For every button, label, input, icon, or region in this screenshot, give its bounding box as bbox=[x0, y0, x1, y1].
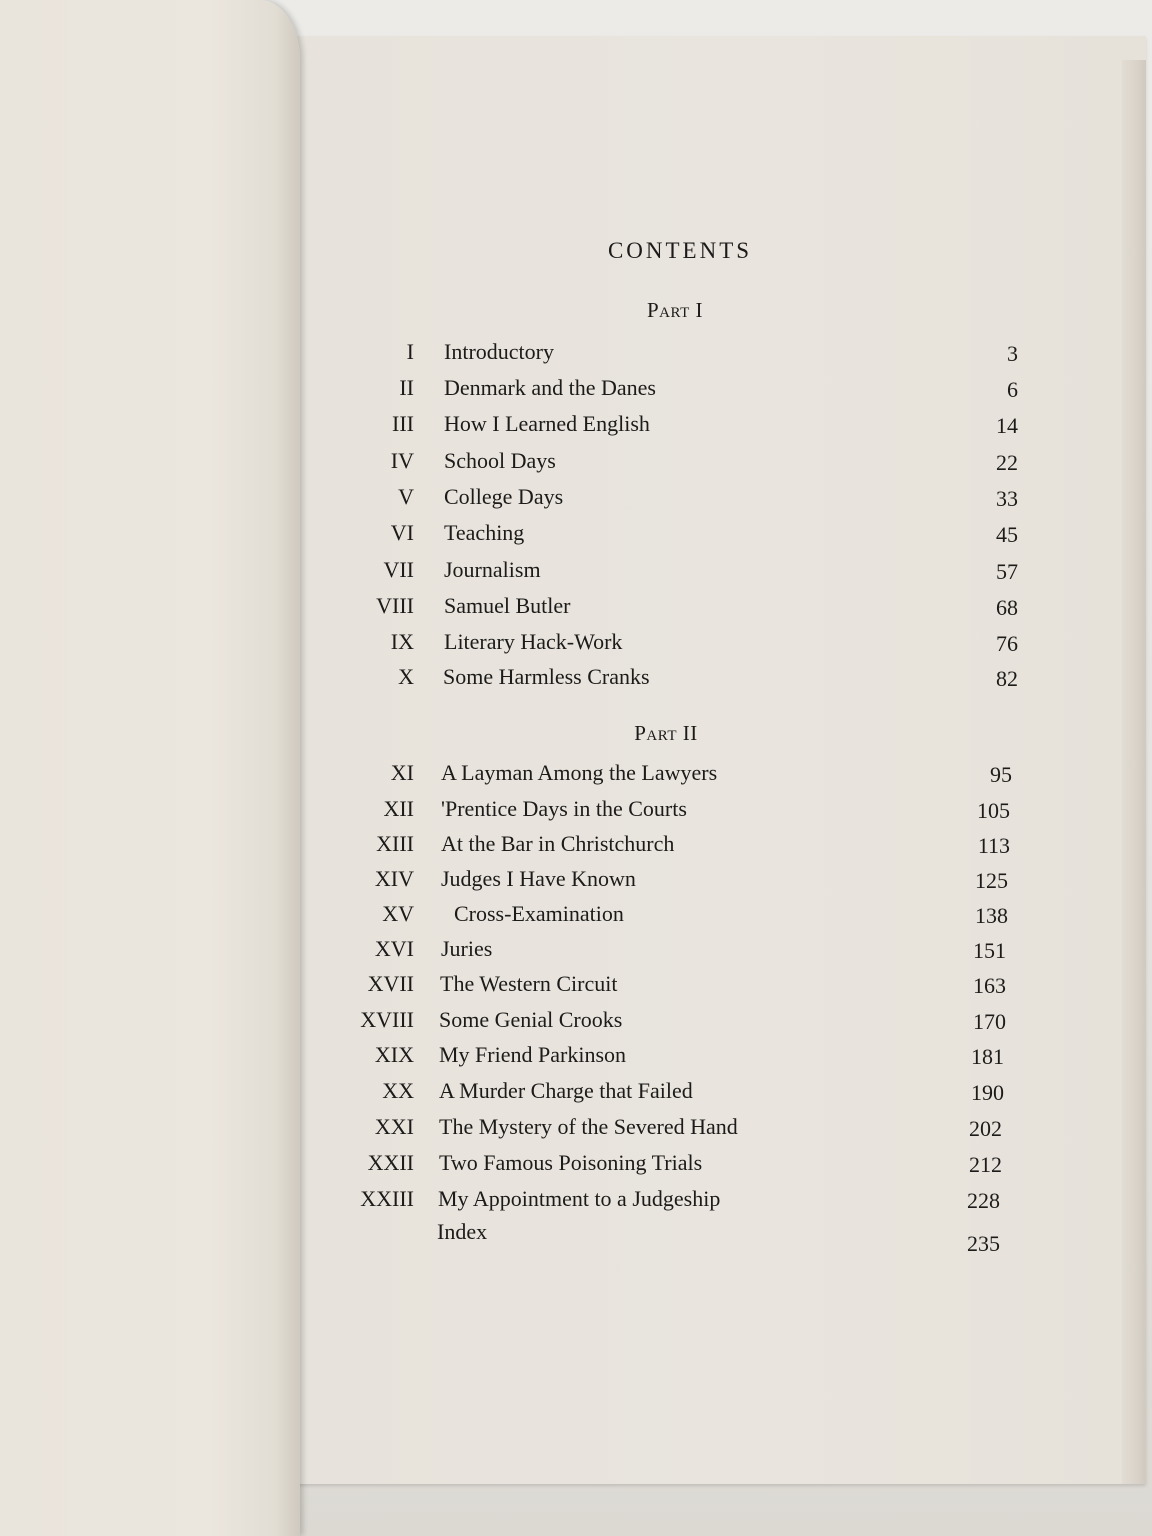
chapter-number: IX bbox=[390, 629, 414, 654]
chapter-title: Cross-Examination bbox=[454, 901, 624, 926]
toc-row bbox=[262, 1219, 1146, 1256]
chapter-number: III bbox=[392, 411, 414, 436]
page-number: 170 bbox=[973, 1009, 1006, 1034]
chapter-number: I bbox=[406, 339, 414, 364]
chapter-title: School Days bbox=[444, 448, 556, 473]
chapter-number: XXI bbox=[374, 1114, 414, 1139]
page-number: 3 bbox=[1007, 341, 1018, 366]
page-number: 68 bbox=[996, 595, 1018, 620]
toc-row bbox=[262, 448, 1146, 480]
chapter-number: XVIII bbox=[360, 1007, 414, 1032]
chapter-number: XIV bbox=[374, 866, 414, 891]
page-number: 190 bbox=[971, 1080, 1004, 1105]
chapter-title: Introductory bbox=[444, 339, 554, 364]
chapter-number: XII bbox=[383, 796, 414, 821]
table-of-contents bbox=[262, 0, 1146, 1536]
page-number: 6 bbox=[1007, 377, 1018, 402]
page-number: 228 bbox=[967, 1188, 1000, 1213]
toc-row bbox=[262, 901, 1146, 933]
page-number: 163 bbox=[973, 973, 1006, 998]
page-number: 138 bbox=[975, 903, 1008, 928]
page-number: 235 bbox=[967, 1231, 1000, 1256]
toc-row bbox=[262, 1042, 1146, 1074]
chapter-number: XV bbox=[382, 901, 414, 926]
page-number: 212 bbox=[969, 1152, 1002, 1177]
toc-row bbox=[262, 866, 1146, 898]
page-number: 151 bbox=[973, 938, 1006, 963]
chapter-title: Two Famous Poisoning Trials bbox=[439, 1150, 703, 1175]
toc-row bbox=[262, 593, 1146, 625]
chapter-number: XVI bbox=[374, 936, 414, 961]
page-number: 45 bbox=[996, 522, 1018, 547]
page-number: 14 bbox=[996, 413, 1018, 438]
chapter-title: At the Bar in Christchurch bbox=[441, 831, 675, 856]
chapter-title: Judges I Have Known bbox=[441, 866, 636, 891]
toc-row bbox=[262, 936, 1146, 968]
page-number: 76 bbox=[996, 631, 1018, 656]
toc-row bbox=[262, 760, 1146, 792]
index-title: Index bbox=[437, 1219, 488, 1244]
toc-row bbox=[262, 1186, 1146, 1218]
page-number: 33 bbox=[996, 486, 1018, 511]
chapter-title: Journalism bbox=[444, 557, 541, 582]
page-number: 202 bbox=[969, 1116, 1002, 1141]
toc-row bbox=[262, 557, 1146, 589]
chapter-title: College Days bbox=[444, 484, 564, 509]
toc-row bbox=[262, 664, 1146, 696]
toc-row bbox=[262, 520, 1146, 552]
page-number: 125 bbox=[975, 868, 1008, 893]
page-number: 105 bbox=[977, 798, 1010, 823]
toc-row bbox=[262, 971, 1146, 1003]
chapter-number: XXII bbox=[367, 1150, 414, 1175]
part-heading: Part II bbox=[634, 721, 698, 745]
part-heading: Part I bbox=[646, 298, 704, 322]
chapter-title: Juries bbox=[441, 936, 493, 961]
chapter-number: VI bbox=[390, 520, 414, 545]
chapter-title: Samuel Butler bbox=[444, 593, 571, 618]
chapter-number: VII bbox=[383, 557, 414, 582]
toc-row bbox=[262, 484, 1146, 516]
chapter-title: How I Learned English bbox=[444, 411, 650, 436]
chapter-title: Literary Hack-Work bbox=[444, 629, 623, 654]
chapter-title: Some Harmless Cranks bbox=[443, 664, 650, 689]
contents-heading: CONTENTS bbox=[607, 238, 753, 263]
chapter-title: My Appointment to a Judgeship bbox=[438, 1186, 721, 1211]
page-number: 113 bbox=[977, 833, 1010, 858]
toc-row bbox=[262, 629, 1146, 661]
toc-row bbox=[262, 1150, 1146, 1182]
chapter-number: II bbox=[399, 375, 414, 400]
toc-row bbox=[262, 831, 1146, 863]
chapter-title: A Layman Among the Lawyers bbox=[441, 760, 718, 785]
toc-row bbox=[262, 796, 1146, 828]
chapter-number: XXIII bbox=[360, 1186, 414, 1211]
chapter-number: XVII bbox=[367, 971, 414, 996]
page-number: 57 bbox=[996, 559, 1018, 584]
chapter-title: A Murder Charge that Failed bbox=[439, 1078, 693, 1103]
chapter-title: Denmark and the Danes bbox=[444, 375, 656, 400]
chapter-title: The Mystery of the Severed Hand bbox=[439, 1114, 738, 1139]
chapter-number: VIII bbox=[376, 593, 414, 618]
chapter-number: X bbox=[398, 664, 414, 689]
chapter-title: 'Prentice Days in the Courts bbox=[441, 796, 687, 821]
chapter-number: XX bbox=[382, 1078, 414, 1103]
toc-row bbox=[262, 339, 1146, 371]
chapter-number: V bbox=[398, 484, 414, 509]
page-number: 22 bbox=[996, 450, 1018, 475]
toc-row bbox=[262, 411, 1146, 443]
chapter-number: IV bbox=[390, 448, 414, 473]
page-number: 82 bbox=[996, 666, 1018, 691]
chapter-number: XI bbox=[390, 760, 414, 785]
chapter-title: Teaching bbox=[444, 520, 525, 545]
left-page bbox=[0, 0, 300, 1536]
toc-row bbox=[262, 1078, 1146, 1110]
chapter-title: The Western Circuit bbox=[440, 971, 618, 996]
chapter-title: My Friend Parkinson bbox=[439, 1042, 626, 1067]
chapter-number: XIX bbox=[374, 1042, 414, 1067]
page-number: 95 bbox=[990, 762, 1012, 787]
toc-row bbox=[262, 1114, 1146, 1146]
toc-row bbox=[262, 375, 1146, 407]
page-number: 181 bbox=[971, 1044, 1004, 1069]
chapter-number: XIII bbox=[376, 831, 414, 856]
chapter-title: Some Genial Crooks bbox=[439, 1007, 623, 1032]
toc-row bbox=[262, 1007, 1146, 1039]
